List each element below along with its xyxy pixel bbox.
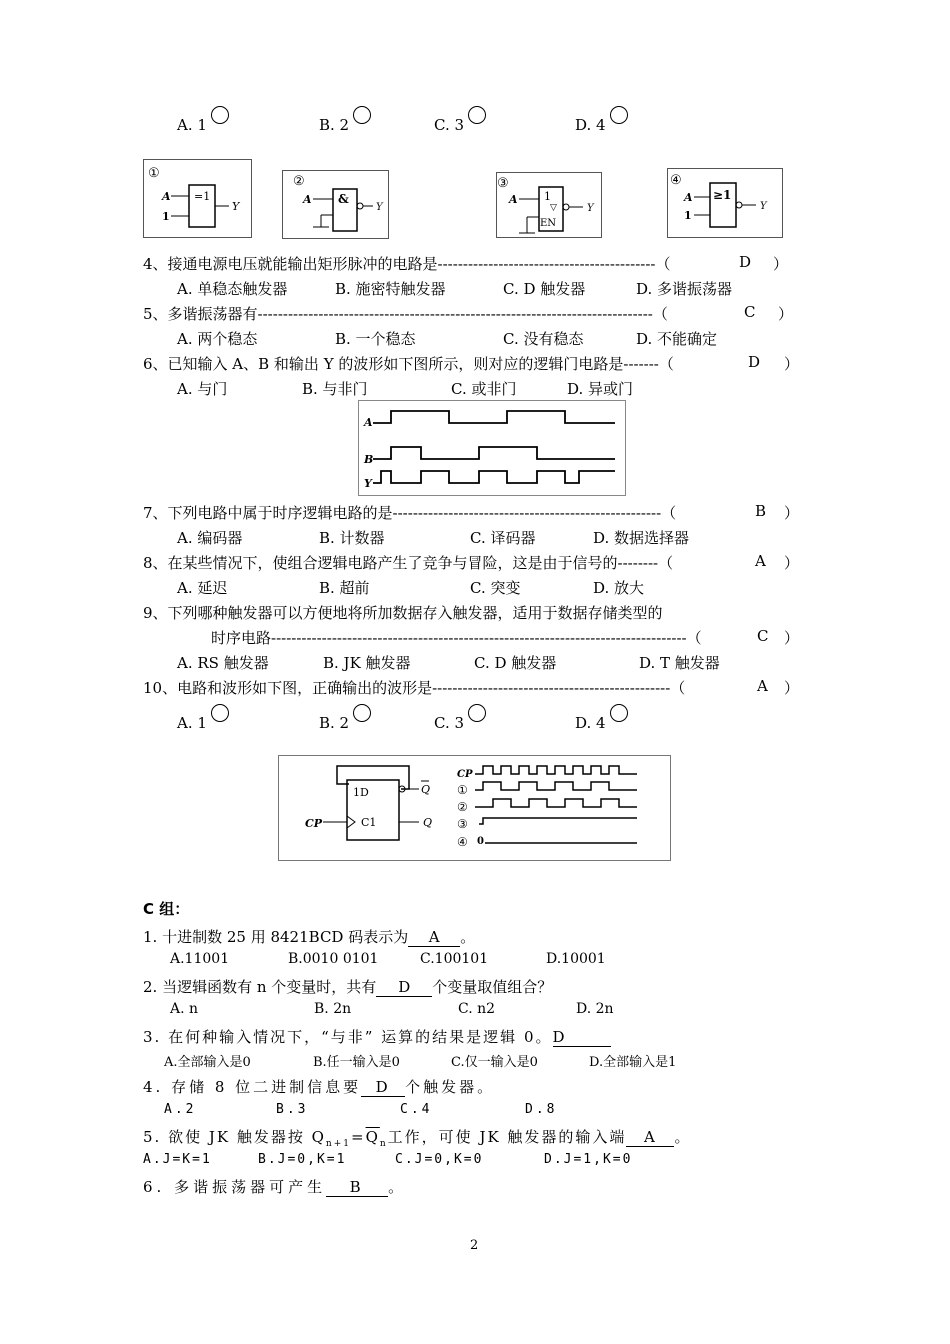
waveform-figure-q6 bbox=[358, 400, 626, 496]
c2-answer: D bbox=[376, 978, 432, 997]
svg-text:A: A bbox=[684, 191, 693, 204]
answer-4: D bbox=[739, 253, 752, 271]
c4-option-c: C.4 bbox=[400, 1102, 433, 1117]
q8-option-a: A. 延迟 bbox=[177, 579, 228, 597]
q6-option-a: A. 与门 bbox=[177, 380, 228, 398]
svg-text:1: 1 bbox=[684, 209, 692, 222]
svg-text:=1: =1 bbox=[194, 190, 211, 203]
svg-text:A: A bbox=[509, 193, 518, 206]
question-9-cont: 时序电路----------------------------------------------------------------------------------（ bbox=[211, 629, 702, 647]
answer-5-paren: ） bbox=[778, 305, 794, 323]
answer-7-paren: ） bbox=[784, 504, 800, 522]
svg-text:②: ② bbox=[293, 174, 305, 189]
svg-text:1: 1 bbox=[544, 190, 551, 203]
svg-text:A: A bbox=[303, 193, 312, 206]
answer-6-paren: ） bbox=[784, 355, 800, 373]
c3-answer: D bbox=[553, 1028, 611, 1047]
c5-option-b: B.J=0,K=1 bbox=[258, 1152, 347, 1167]
q5-option-d: D. 不能确定 bbox=[636, 330, 718, 348]
q10-option-c: C. 3 bbox=[434, 714, 486, 732]
q5-option-b: B. 一个稳态 bbox=[335, 330, 416, 348]
question-4: 4、接通电源电压就能输出矩形脉冲的电路是-------------------------------------------（ bbox=[143, 255, 671, 273]
q9-option-a: A. RS 触发器 bbox=[177, 654, 269, 672]
tristate-gate-diagram bbox=[497, 173, 601, 237]
c2-option-d: D. 2n bbox=[576, 1001, 614, 1017]
c6-answer: B bbox=[326, 1178, 388, 1197]
svg-text:①: ① bbox=[148, 166, 160, 181]
q6-option-b: B. 与非门 bbox=[302, 380, 368, 398]
section-c-heading: C 组： bbox=[143, 900, 190, 918]
svg-text:④: ④ bbox=[457, 835, 468, 849]
c1-option-a: A.11001 bbox=[170, 951, 230, 967]
c4-option-d: D.8 bbox=[525, 1102, 558, 1117]
svg-text:A: A bbox=[364, 416, 373, 429]
svg-text:EN: EN bbox=[540, 218, 557, 229]
flipflop-figure-q10 bbox=[278, 755, 671, 861]
c3-option-b: B.任一输入是0 bbox=[313, 1055, 400, 1070]
svg-text:Y: Y bbox=[364, 477, 372, 490]
question-10: 10、电路和波形如下图，正确输出的波形是-----------------------------------------------（ bbox=[143, 679, 686, 697]
svg-text:Y: Y bbox=[587, 203, 594, 214]
circle-mark-icon bbox=[610, 106, 628, 124]
d-flipflop-waveforms bbox=[279, 756, 670, 860]
svg-text:Y: Y bbox=[760, 201, 767, 212]
circle-mark-icon bbox=[610, 704, 628, 722]
c5-option-d: D.J=1,K=0 bbox=[544, 1152, 633, 1167]
answer-8-paren: ） bbox=[784, 554, 800, 572]
svg-text:CP: CP bbox=[457, 769, 473, 780]
svg-text:&: & bbox=[338, 192, 349, 206]
svg-text:Q: Q bbox=[421, 783, 431, 796]
answer-4-paren: ） bbox=[773, 255, 789, 273]
circle-mark-icon bbox=[468, 106, 486, 124]
svg-text:CP: CP bbox=[305, 817, 323, 830]
q6-option-d: D. 异或门 bbox=[567, 380, 634, 398]
question-9: 9、下列哪种触发器可以方便地将所加数据存入触发器，适用于数据存储类型的 bbox=[143, 604, 663, 622]
answer-10: A bbox=[757, 677, 768, 695]
nor-gate-diagram bbox=[668, 169, 782, 237]
svg-text:1: 1 bbox=[162, 210, 170, 223]
svg-text:①: ① bbox=[457, 783, 468, 797]
circle-mark-icon bbox=[353, 704, 371, 722]
q9-option-c: C. D 触发器 bbox=[474, 654, 557, 672]
xor-gate-diagram bbox=[144, 160, 251, 237]
q4-option-b: B. 施密特触发器 bbox=[335, 280, 446, 298]
c2-option-a: A. n bbox=[170, 1001, 199, 1017]
question-5: 5、多谐振荡器有------------------------------------------------------------------------------（ bbox=[143, 305, 668, 323]
svg-text:②: ② bbox=[457, 800, 468, 814]
c-question-1: 1. 十进制数 25 用 8421BCD 码表示为 A 。 bbox=[143, 928, 476, 946]
gate-figure-4 bbox=[667, 168, 783, 238]
svg-text:≥1: ≥1 bbox=[713, 188, 732, 202]
c4-answer: D bbox=[361, 1078, 405, 1097]
q4-option-d: D. 多谐振荡器 bbox=[636, 280, 733, 298]
q3-option-c: C. 3 bbox=[434, 116, 486, 134]
svg-text:B: B bbox=[364, 453, 374, 466]
c5-option-c: C.J=0,K=0 bbox=[395, 1152, 484, 1167]
circle-mark-icon bbox=[211, 106, 229, 124]
c2-option-b: B. 2n bbox=[314, 1001, 352, 1017]
q8-option-b: B. 超前 bbox=[319, 579, 370, 597]
answer-9: C bbox=[757, 627, 769, 645]
q7-option-a: A. 编码器 bbox=[177, 529, 243, 547]
q7-option-c: C. 译码器 bbox=[470, 529, 536, 547]
gate-figure-3 bbox=[496, 172, 602, 238]
q3-option-d: D. 4 bbox=[575, 116, 628, 134]
q7-option-b: B. 计数器 bbox=[319, 529, 385, 547]
q10-option-b: B. 2 bbox=[319, 714, 371, 732]
gate-figure-2 bbox=[282, 170, 389, 239]
svg-text:Q: Q bbox=[423, 816, 433, 829]
question-7: 7、下列电路中属于时序逻辑电路的是-----------------------------------------------------（ bbox=[143, 504, 677, 522]
circle-mark-icon bbox=[211, 704, 229, 722]
gate-figure-1 bbox=[143, 159, 252, 238]
c5-option-a: A.J=K=1 bbox=[143, 1152, 212, 1167]
question-8: 8、在某些情况下，使组合逻辑电路产生了竞争与冒险，这是由于信号的--------（ bbox=[143, 554, 674, 572]
q6-option-c: C. 或非门 bbox=[451, 380, 517, 398]
answer-9-paren: ） bbox=[784, 629, 800, 647]
q5-option-a: A. 两个稳态 bbox=[177, 330, 258, 348]
svg-text:A: A bbox=[162, 190, 171, 203]
q8-option-d: D. 放大 bbox=[593, 579, 645, 597]
question-6: 6、已知输入 A、B 和输出 Y 的波形如下图所示，则对应的逻辑门电路是-------（ bbox=[143, 355, 674, 373]
svg-text:▽: ▽ bbox=[550, 203, 557, 213]
svg-text:0: 0 bbox=[477, 836, 484, 847]
q4-option-c: C. D 触发器 bbox=[503, 280, 586, 298]
svg-text:Y: Y bbox=[376, 202, 383, 213]
page-number: 2 bbox=[470, 1238, 479, 1253]
q4-option-a: A. 单稳态触发器 bbox=[177, 280, 288, 298]
c2-option-c: C. n2 bbox=[458, 1001, 496, 1017]
c-question-4: 4. 存储 8 位二进制信息要 D 个触发器。 bbox=[143, 1078, 496, 1096]
q9-option-d: D. T 触发器 bbox=[639, 654, 720, 672]
q10-option-a: A. 1 bbox=[177, 714, 229, 732]
q9-option-b: B. JK 触发器 bbox=[323, 654, 411, 672]
svg-text:③: ③ bbox=[497, 176, 509, 191]
c-question-5: 5. 欲使 JK 触发器按 $Q_{n+1}=\overline{Q}_n$工作，可使 JK 触发器的输入端 A 。 bbox=[143, 1128, 692, 1149]
c5-answer: A bbox=[626, 1128, 674, 1147]
q3-option-a: A. 1 bbox=[177, 116, 229, 134]
c4-option-a: A.2 bbox=[164, 1102, 197, 1117]
answer-5: C bbox=[744, 303, 756, 321]
c1-answer: A bbox=[408, 928, 460, 947]
answer-7: B bbox=[755, 502, 767, 520]
q7-option-d: D. 数据选择器 bbox=[593, 529, 690, 547]
c1-option-c: C.100101 bbox=[420, 951, 489, 967]
svg-text:Y: Y bbox=[232, 200, 240, 213]
c1-option-b: B.0010 0101 bbox=[288, 951, 379, 967]
c-question-6: 6. 多谐振荡器可产生 B 。 bbox=[143, 1178, 408, 1196]
nand-gate-diagram bbox=[283, 171, 388, 238]
answer-10-paren: ） bbox=[784, 679, 800, 697]
q10-option-d: D. 4 bbox=[575, 714, 628, 732]
svg-text:③: ③ bbox=[457, 817, 468, 831]
answer-6: D bbox=[748, 353, 761, 371]
circle-mark-icon bbox=[353, 106, 371, 124]
abY-waveform bbox=[359, 401, 625, 495]
c4-option-b: B.3 bbox=[276, 1102, 309, 1117]
c-question-2: 2. 当逻辑函数有 n 个变量时，共有 D 个变量取值组合？ bbox=[143, 978, 553, 996]
svg-text:④: ④ bbox=[670, 173, 682, 188]
c3-option-a: A.全部输入是0 bbox=[164, 1055, 251, 1070]
svg-text:C1: C1 bbox=[361, 816, 377, 829]
c-question-3: 3. 在何种输入情况下，“与非” 运算的结果是逻辑 0。D bbox=[143, 1026, 611, 1047]
q5-option-c: C. 没有稳态 bbox=[503, 330, 584, 348]
c3-option-c: C.仅一输入是0 bbox=[451, 1055, 538, 1070]
q8-option-c: C. 突变 bbox=[470, 579, 521, 597]
circle-mark-icon bbox=[468, 704, 486, 722]
svg-text:1D: 1D bbox=[353, 786, 369, 799]
q3-option-b: B. 2 bbox=[319, 116, 371, 134]
answer-8: A bbox=[755, 552, 766, 570]
c3-option-d: D.全部输入是1 bbox=[589, 1055, 677, 1070]
c1-option-d: D.10001 bbox=[546, 951, 606, 967]
